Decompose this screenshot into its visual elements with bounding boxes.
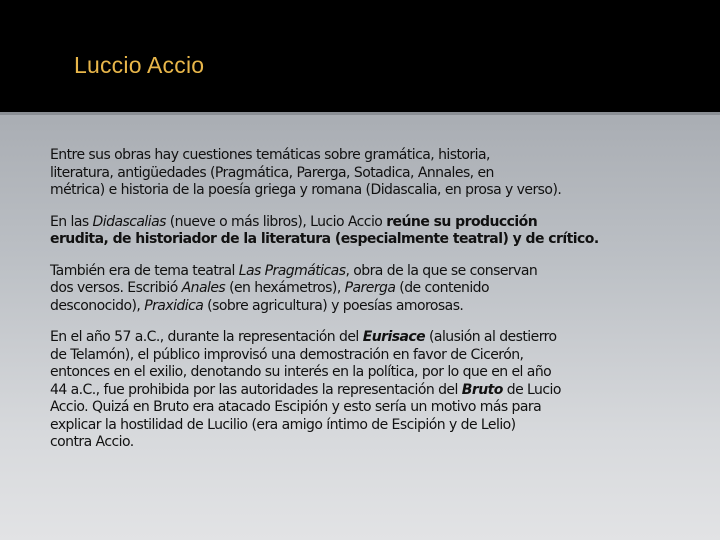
text-run: Entre sus obras hay cuestiones temáticas sobre gramática, historia, — [50, 147, 490, 163]
text-run: 44 a.C., fue prohibida por las autoridades la representación del — [50, 381, 462, 398]
body-paragraph — [50, 147, 690, 200]
text-run: , obra de la que se conservan — [345, 262, 538, 279]
emphasized-text: erudita, de historiador de la literatura (especialmente teatral) y de crítico. — [50, 231, 599, 247]
text-run: desconocido), — [50, 297, 145, 314]
title-bar — [0, 0, 720, 112]
paragraph-line — [50, 434, 690, 452]
paragraph-line — [50, 329, 690, 347]
emphasized-text: Eurisace — [362, 329, 426, 345]
body-paragraph — [50, 214, 690, 249]
paragraph-line — [50, 280, 690, 298]
paragraph-line — [50, 364, 690, 382]
text-run: En las — [50, 213, 93, 230]
emphasized-text: reúne su producción — [386, 213, 538, 230]
paragraph-line — [50, 382, 690, 400]
text-run: (nueve o más libros), Lucio Accio — [165, 213, 387, 230]
text-run: de Telamón), el público improvisó una demostración en favor de Cicerón, — [50, 346, 524, 363]
paragraph-line — [50, 298, 690, 316]
text-run: (alusión al destierro — [425, 329, 557, 345]
paragraph-line — [50, 347, 690, 365]
emphasized-text: Bruto — [461, 381, 503, 398]
emphasized-text: Las Pragmáticas — [238, 262, 346, 279]
text-run: En el año 57 a.C., durante la representación del — [50, 329, 363, 345]
text-run: métrica) e historia de la poesía griega y romana (Didascalia, en prosa y verso). — [50, 182, 562, 198]
paragraph-line — [50, 182, 690, 200]
body-paragraph — [50, 263, 690, 316]
text-run: de Lucio — [502, 381, 561, 398]
text-run: explicar la hostilidad de Lucilio (era amigo íntimo de Escipión y de Lelio) — [50, 416, 516, 433]
text-run: entonces en el exilio, denotando su interés en la política, por lo que en el año — [50, 364, 552, 380]
text-run: literatura, antigüedades (Pragmática, Parerga, Sotadica, Annales, en — [50, 164, 494, 181]
paragraph-line — [50, 231, 690, 249]
paragraph-line — [50, 214, 690, 232]
paragraph-line — [50, 417, 690, 435]
emphasized-text: Parerga — [344, 280, 396, 296]
emphasized-text: Praxidica — [144, 297, 204, 314]
slide-body — [50, 147, 690, 452]
text-run: También era de tema teatral — [50, 262, 239, 279]
text-run: (en hexámetros), — [225, 280, 345, 296]
paragraph-line — [50, 263, 690, 281]
paragraph-line — [50, 399, 690, 417]
body-paragraph — [50, 329, 690, 452]
emphasized-text: Anales — [181, 280, 226, 296]
title-separator — [0, 112, 720, 115]
text-run: (de contenido — [395, 280, 490, 296]
text-run: dos versos. Escribió — [50, 280, 182, 296]
slide-title: Luccio Accio — [74, 52, 205, 78]
text-run: Accio. Quizá en Bruto era atacado Escipión y esto sería un motivo más para — [50, 399, 542, 415]
paragraph-line — [50, 147, 690, 165]
emphasized-text: Didascalias — [92, 213, 166, 230]
text-run: contra Accio. — [50, 434, 134, 450]
paragraph-line — [50, 165, 690, 183]
text-run: (sobre agricultura) y poesías amorosas. — [203, 297, 464, 314]
